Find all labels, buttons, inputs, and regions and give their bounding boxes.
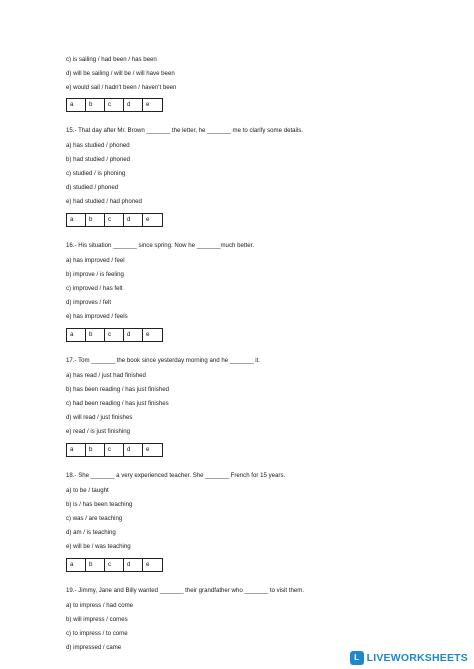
answer-d[interactable]: d	[124, 559, 143, 571]
option-c: c) improved / has felt	[66, 285, 123, 292]
option-b: b) is / has been teaching	[66, 501, 133, 508]
answer-c[interactable]: c	[105, 444, 124, 456]
option-d: d) studied / phoned	[66, 184, 119, 191]
answer-c[interactable]: c	[105, 559, 124, 571]
answer-box-15[interactable]	[66, 213, 163, 227]
option-b: b) improve / is feeling	[66, 271, 124, 278]
answer-d[interactable]: d	[124, 329, 143, 341]
option-a: a) has read / just had finished	[66, 372, 146, 379]
option-a: a) to be / taught	[66, 487, 109, 494]
answer-a[interactable]: a	[67, 99, 86, 111]
answer-d[interactable]: d	[124, 99, 143, 111]
answer-box-14[interactable]	[66, 98, 163, 112]
answer-d[interactable]: d	[124, 214, 143, 226]
answer-b[interactable]: b	[86, 99, 105, 111]
answer-a[interactable]: a	[67, 444, 86, 456]
answer-c[interactable]: c	[105, 329, 124, 341]
option-d: d) will read / just finishes	[66, 414, 133, 421]
option-c: c) to impress / to come	[66, 630, 128, 637]
answer-box-17[interactable]	[66, 443, 163, 457]
answer-c[interactable]: c	[105, 99, 124, 111]
answer-e[interactable]: e	[146, 216, 150, 223]
question-15-prompt: 15.- That day after Mr. Brown _______ the letter, he _______ me to clarify some details.	[66, 127, 304, 134]
brand-name: LIVEWORKSHEETS	[366, 652, 468, 664]
answer-box-16[interactable]	[66, 328, 163, 342]
answer-e[interactable]: e	[146, 561, 150, 568]
answer-b[interactable]: b	[86, 444, 105, 456]
option-b: b) had studied / phoned	[66, 156, 131, 163]
answer-b[interactable]: b	[86, 329, 105, 341]
question-18-prompt: 18.- She _______ a very experienced teacher. She _______ French for 15 years.	[66, 472, 286, 479]
option-b: b) has been reading / has just finished	[66, 386, 169, 393]
option-c: c) studied / is phoning	[66, 170, 126, 177]
option-a: a) has studied / phoned	[66, 142, 130, 149]
answer-b[interactable]: b	[86, 559, 105, 571]
answer-c[interactable]: c	[105, 214, 124, 226]
answer-d[interactable]: d	[124, 444, 143, 456]
option-c: c) is sailing / had been / has been	[66, 56, 157, 63]
answer-e[interactable]: e	[146, 331, 150, 338]
answer-a[interactable]: a	[67, 559, 86, 571]
answer-b[interactable]: b	[86, 214, 105, 226]
option-a: a) has improved / feel	[66, 257, 125, 264]
option-e: e) had studied / had phoned	[66, 198, 142, 205]
answer-a[interactable]: a	[67, 214, 86, 226]
option-d: d) will be sailing / will be / will have been	[66, 70, 175, 77]
question-16-prompt: 16.- His situation _______ since spring. Now he _______much better.	[66, 242, 255, 249]
option-c: c) had been reading / has just finishes	[66, 400, 169, 407]
liveworksheets-logo-icon: L	[350, 651, 364, 665]
question-19-prompt: 19.- Jimmy, Jane and Billy wanted _______ their grandfather who _______ to visit them.	[66, 587, 305, 594]
option-b: b) will impress / comes	[66, 616, 128, 623]
option-d: d) improves / felt	[66, 299, 112, 306]
option-e: e) has improved / feels	[66, 313, 128, 320]
option-a: a) to impress / had come	[66, 602, 134, 609]
answer-e[interactable]: e	[146, 101, 150, 108]
answer-e[interactable]: e	[146, 446, 150, 453]
answer-a[interactable]: a	[67, 329, 86, 341]
question-17-prompt: 17.- Tom _______ the book since yesterday morning and he _______ it.	[66, 357, 261, 364]
liveworksheets-brand	[350, 651, 468, 665]
option-e: e) will be / was teaching	[66, 543, 131, 550]
option-e: e) read / is just finishing	[66, 428, 131, 435]
option-d: d) impressed / came	[66, 644, 122, 651]
option-e: e) would sail / hadn't been / haven't been	[66, 84, 177, 91]
option-c: c) was / are teaching	[66, 515, 123, 522]
option-d: d) am / is teaching	[66, 529, 116, 536]
answer-box-18[interactable]	[66, 558, 163, 572]
